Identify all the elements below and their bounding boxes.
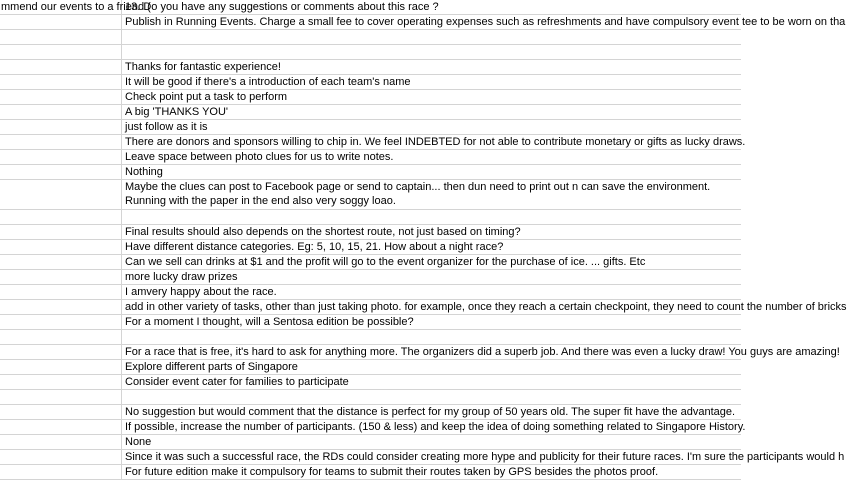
cell-response[interactable] [122, 120, 741, 134]
cell-col-a[interactable] [0, 45, 122, 59]
cell-response[interactable] [122, 90, 741, 104]
header-cell-recommend[interactable]: mmend our events to a friend ( [1, 1, 151, 13]
cell-response[interactable] [122, 315, 741, 329]
cell-response[interactable] [122, 420, 745, 434]
cell-text-line: Publish in Running Events. Charge a small fee to cover operating expenses such as refreshments and have compulsory event tee to be worn on tha [125, 16, 846, 28]
cell-response[interactable] [122, 300, 847, 314]
table-row [0, 300, 847, 315]
table-row [0, 450, 845, 465]
cell-col-a[interactable] [0, 375, 122, 389]
cell-text-line: more lucky draw prizes [125, 271, 238, 283]
cell-response[interactable] [122, 60, 741, 74]
cell-col-a[interactable] [0, 345, 122, 359]
cell-text-line: For a race that is free, it's hard to ask for anything more. The organizers did a superb job. And there was even a lucky draw! You guys are amazing! [125, 346, 840, 358]
cell-text-line: add in other variety of tasks, other than just taking photo. for example, once they reach a certain checkpoint, they need to count the number of bricks [125, 301, 847, 313]
cell-response[interactable] [122, 165, 741, 179]
cell-col-a[interactable] [0, 315, 122, 329]
cell-response[interactable] [122, 465, 741, 479]
cell-text-line: For a moment I thought, will a Sentosa edition be possible? [125, 316, 414, 328]
header-row [0, 0, 741, 15]
table-row [0, 105, 741, 120]
table-row [0, 435, 741, 450]
cell-col-a[interactable] [0, 240, 122, 254]
cell-col-a[interactable] [0, 75, 122, 89]
cell-text-line: If possible, increase the number of participants. (150 & less) and keep the idea of doing something related to Singapore History. [125, 421, 746, 433]
table-row [0, 375, 741, 390]
table-row [0, 225, 741, 240]
cell-col-a[interactable] [0, 390, 122, 404]
cell-response[interactable] [122, 405, 741, 419]
cell-text-line: Leave space between photo clues for us to write notes. [125, 151, 394, 163]
cell-response[interactable] [122, 105, 741, 119]
cell-col-a[interactable] [0, 405, 122, 419]
cell-text-line: Can we sell can drinks at $1 and the profit will go to the event organizer for the purchase of ice. ... gifts. Etc [125, 256, 646, 268]
table-row [0, 360, 741, 375]
cell-col-a[interactable] [0, 180, 122, 209]
table-row [0, 270, 741, 285]
cell-response[interactable] [122, 180, 741, 209]
cell-text-line: Consider event cater for families to participate [125, 376, 349, 388]
cell-col-a[interactable] [0, 210, 122, 224]
cell-response[interactable] [122, 330, 741, 344]
cell-col-a[interactable] [0, 435, 122, 449]
table-row [0, 405, 741, 420]
table-row [0, 465, 741, 480]
cell-text-line: There are donors and sponsors willing to chip in. We feel INDEBTED for not able to contribute monetary or gifts as lucky draws. [125, 136, 746, 148]
table-row [0, 135, 746, 150]
cell-response[interactable] [122, 345, 840, 359]
cell-text-line: Have different distance categories. Eg: 5, 10, 15, 21. How about a night race? [125, 241, 504, 253]
cell-col-a[interactable] [0, 135, 122, 149]
cell-col-a[interactable] [0, 450, 122, 464]
cell-text-line: I amvery happy about the race. [125, 286, 277, 298]
cell-response[interactable] [122, 450, 844, 464]
table-row [0, 330, 741, 345]
cell-text-line: Running with the paper in the end also very soggy loao. [125, 195, 396, 207]
cell-text-line: A big 'THANKS YOU' [125, 106, 229, 118]
table-row [0, 240, 741, 255]
table-row [0, 90, 741, 105]
table-row [0, 420, 746, 435]
cell-response[interactable] [122, 30, 741, 44]
cell-col-a[interactable] [0, 90, 122, 104]
cell-response[interactable] [122, 435, 741, 449]
table-row [0, 15, 846, 30]
cell-text-line: just follow as it is [125, 121, 208, 133]
cell-text-line: Final results should also depends on the shortest route, not just based on timing? [125, 226, 521, 238]
cell-text-line: For future edition make it compulsory for teams to submit their routes taken by GPS besides the photos proof. [125, 466, 659, 478]
cell-text-line: No suggestion but would comment that the distance is perfect for my group of 50 years old. The super fit have the advantage. [125, 406, 736, 418]
table-row [0, 150, 741, 165]
cell-col-a[interactable] [0, 465, 122, 479]
cell-response[interactable] [122, 390, 741, 404]
cell-col-a[interactable] [0, 285, 122, 299]
cell-response[interactable] [122, 255, 741, 269]
cell-col-a[interactable] [0, 255, 122, 269]
cell-response[interactable] [122, 225, 741, 239]
table-row [0, 345, 840, 360]
table-row [0, 390, 741, 405]
table-row [0, 60, 741, 75]
cell-text-line: Nothing [125, 166, 163, 178]
cell-text-line: It will be good if there's a introduction of each team's name [125, 76, 411, 88]
cell-col-a[interactable] [0, 30, 122, 44]
data-rows [0, 15, 847, 480]
table-row [0, 120, 741, 135]
cell-text-line: Maybe the clues can post to Facebook page or send to captain... then dun need to print out n can save the environment. [125, 181, 711, 193]
cell-response[interactable] [122, 135, 745, 149]
table-row [0, 75, 741, 90]
cell-text-line: Thanks for fantastic experience! [125, 61, 281, 73]
cell-text-line: Check point put a task to perform [125, 91, 288, 103]
cell-col-a[interactable] [0, 150, 122, 164]
table-row [0, 285, 741, 300]
cell-col-a[interactable] [0, 420, 122, 434]
cell-col-a[interactable] [0, 105, 122, 119]
cell-text-line: Explore different parts of Singapore [125, 361, 298, 373]
header-cell-suggestions[interactable]: 13. Do you have any suggestions or comments about this race ? [125, 1, 439, 13]
cell-col-a[interactable] [0, 120, 122, 134]
cell-response[interactable] [122, 375, 741, 389]
table-row [0, 210, 741, 225]
cell-response[interactable] [122, 15, 845, 29]
cell-col-a[interactable] [0, 15, 122, 29]
cell-response[interactable] [122, 270, 741, 284]
cell-response[interactable] [122, 150, 741, 164]
table-row [0, 45, 741, 60]
cell-col-a[interactable] [0, 270, 122, 284]
cell-col-a[interactable] [0, 165, 122, 179]
cell-response[interactable] [122, 45, 741, 59]
cell-text-line: Since it was such a successful race, the RDs could consider creating more hype and publicity for their future races. I'm sure the participants would h [125, 451, 845, 463]
table-row [0, 180, 741, 210]
cell-col-a[interactable] [0, 225, 122, 239]
cell-response[interactable] [122, 240, 741, 254]
cell-text-line: None [125, 436, 152, 448]
cell-response[interactable] [122, 210, 741, 224]
cell-col-a[interactable] [0, 360, 122, 374]
cell-response[interactable] [122, 75, 741, 89]
cell-col-a[interactable] [0, 330, 122, 344]
cell-col-a[interactable] [0, 300, 122, 314]
table-row [0, 315, 741, 330]
table-row [0, 165, 741, 180]
cell-response[interactable] [122, 285, 741, 299]
cell-response[interactable] [122, 360, 741, 374]
cell-col-a[interactable] [0, 60, 122, 74]
table-row [0, 255, 741, 270]
table-row [0, 30, 741, 45]
